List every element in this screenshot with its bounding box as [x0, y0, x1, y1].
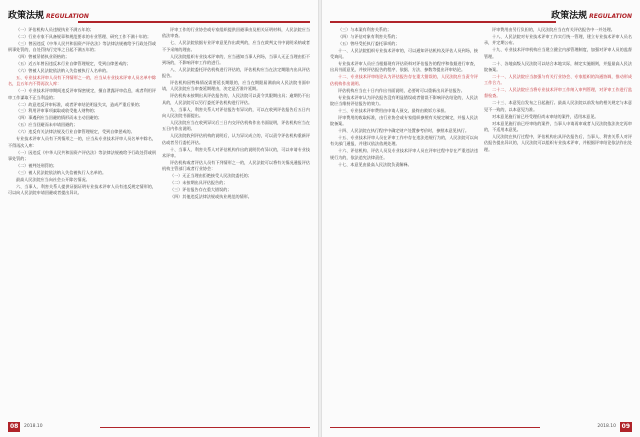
paragraph: 十八、人民法院对专业技术评审工作实行统一管理，建立专业技术评审人员名录，并定期公布。 [484, 33, 632, 46]
paragraph: 九、当事人、利害关系人对评估报告有异议的，可以在收到评估报告后五日内向人民法院书面提出。 [162, 106, 310, 119]
paragraph: （二）故意违反评审标准，或者评审结论明显失实，造成严重后果的； [16, 101, 143, 107]
paragraph: 二十三、本意见自发布之日起施行。最高人民法院以前发布的相关规定与本意见不一致的，以本意见为准。 [484, 100, 632, 112]
paragraph: 最高人民法院应当向社会公开除名情况。 [16, 176, 90, 182]
left-column-2 [162, 27, 310, 417]
paragraph: （五）曾经受托执行委托事项的； [338, 40, 400, 46]
paragraph: 评估机构应当在十日内作出书面说明，必要时可以重新出具评估报告。 [338, 87, 465, 93]
paragraph: 十九、专业技术评审机构应当建立健全内部管理制度，加强对评审人员的监督管理。 [484, 47, 632, 59]
paragraph: 评审费用由另行负担的，人民法院应当在有关评估报告中一并处理。 [492, 27, 615, 32]
paragraph: （四）曾被吊销执业资格的； [16, 54, 70, 60]
paragraph: 二十、各地高级人民法院可以结合本地实际，制定实施细则，并报最高人民法院备案。 [484, 60, 632, 72]
paragraph: 五、专业技术评审人员有下列情形之一的，应当从专业技术评审人员名单中除名，且五年内不得再次入库： [8, 74, 156, 87]
paragraph: （二）未按期出具评估报告的； [170, 180, 228, 186]
right-page [322, 0, 640, 437]
right-footer [322, 422, 640, 432]
paragraph: （三）评估报告存在重大错误的； [170, 186, 232, 192]
paragraph: （一）因违反《中华人民共和国资产评估法》等法律法规被给予行政处罚或刑事处罚的； [8, 149, 156, 161]
paragraph: 十五、专业技术评审人员在评审工作中存在违法违规行为的，人民法院可以向有关部门通报，并建议依法依规处理。 [330, 135, 478, 147]
paragraph: （六）违反有关法律法规及行业自律管理规定，受到自律惩戒的。 [16, 129, 135, 135]
paragraph: 评估机构或者评估人员有下列情形之一的，人民法院可以将有关情况通报评估机构主管部门或者行业协会： [162, 159, 310, 172]
paragraph: （三）利用评审事项索取或收受他人财物的； [16, 108, 98, 114]
page-number: 09 [621, 423, 630, 430]
section-title: 政策法规 [551, 11, 588, 21]
page-number: 08 [10, 423, 19, 430]
paragraph: （六）曾被人民法院依法纳入失信被执行人名单的。 [16, 68, 111, 74]
paragraph: 专业技术评审认为评估报告没有明显错误或者错误不影响评估结论的，人民法院应当维持评估报告的效力。 [330, 94, 478, 106]
paragraph: 十二、专业技术评审结论认为评估报告存在重大错误的，人民法院应当责令评估机构作出说明。 [330, 74, 478, 86]
paragraph: （一）无正当理由拒绝接受人民法院委托的； [170, 173, 252, 179]
paragraph: 人民法院应当在收到异议后三日内交评估机构作出书面说明，评估机构应当在五日内作出说明。 [162, 119, 310, 132]
paragraph: 评估机构因特殊情况需要延长期限的，应当在期限届满前向人民法院书面申请，人民法院应当审查延期理由，决定是否准许延期。 [162, 80, 310, 92]
left-column-1 [8, 27, 156, 417]
paragraph: 评审工作的行业协会或专家组织提供回避事由及相关证明材料，人民法院应当依法审查。 [162, 27, 310, 39]
left-columns [8, 27, 310, 417]
paragraph: 十三、专业技术评审费用由申请人预交，最终由败诉方承担。 [338, 107, 449, 113]
paragraph: 十七、本意见由最高人民法院负责解释。 [338, 161, 412, 167]
paragraph: （三）曾因违反《中华人民共和国资产评估法》等法律法规被给予行政处罚或刑事处罚的，自处罚执行完毕之日起不满五年的； [8, 40, 156, 53]
footer-rule [100, 427, 310, 428]
paragraph: 二十一、人民法院应当加强与有关行业协会、专家组织的沟通协调，推动形成工作合力。 [484, 73, 632, 86]
issue-info: 2018.10 [24, 424, 43, 429]
paragraph: 人民法院收到评估机构的说明后，认为异议成立的，可以责令评估机构重新评估或者另行委托评估。 [162, 133, 310, 145]
paragraph: 人民法院组织专业技术评审的，应当通知当事人到场，当事人无正当理由拒不到场的，不影响评审工作的进行。 [162, 53, 310, 65]
paragraph: 专业技术评审人员应当根据现有评估资料对评估报告的程序和依据进行审查，出具书面意见，并按评估报告的程序、依据、方法、参数等提出评审结论。 [330, 61, 478, 73]
section-logo [551, 8, 632, 21]
paragraph: （四）事遇到应当回避的情形而未主动回避的； [16, 115, 102, 121]
section-logo [8, 8, 89, 21]
paragraph: （三）被人民法院依法纳入失信被执行人名单的。 [16, 169, 107, 175]
paragraph: （五）应当回避而未申请回避的； [16, 122, 78, 128]
right-column-2 [484, 27, 632, 417]
header-rule [78, 21, 310, 23]
section-subtitle: REGULATION [589, 13, 632, 20]
section-title: 政策法规 [8, 11, 45, 21]
paragraph: 十一、人民法院组织专业技术评审的，可以通知评估机构及评估人员到场，接受询问。 [330, 47, 478, 60]
section-subtitle: REGULATION [46, 13, 89, 20]
left-footer [0, 422, 318, 432]
paragraph: （四）其他违反法律法规或执业规范的情形。 [170, 193, 252, 199]
footer-rule [330, 427, 540, 428]
paragraph: （二）行业专家不具备规章和规范要求的专业管理、研究工作不满十年的； [16, 33, 152, 39]
paragraph: （四）与评估对象有利害关系的； [338, 33, 400, 39]
paragraph: 人民法院在执行过程中，评估机构出具评估报告后，当事人、利害关系人对评估报告提出异议的，人民法院可以组织专业技术评审，并根据评审结论依法作出处理。 [484, 133, 632, 152]
paragraph: （一）评估机构人员违规执业不满五年的； [16, 27, 94, 32]
paragraph: （五）近五年曾因违反本行业自律管理规定，受到自律惩戒的； [16, 61, 131, 67]
right-column-1 [330, 27, 478, 417]
paragraph: （一）专业技术评审期间违反评审保密规定，擅自泄露评审信息，或者利用评审工作谋取不正当利益的； [8, 88, 156, 100]
header-rule [330, 21, 556, 23]
left-header [0, 6, 318, 22]
paragraph: 十六、评估机构、评估人员及专业技术评审人员在评审过程中存在严重违法违规行为的，依法追究法律责任。 [330, 148, 478, 160]
left-page [0, 0, 318, 437]
paragraph: 十、当事人、利害关系人对评估机构作出的说明仍有异议的，可以申请专业技术评审。 [162, 146, 310, 158]
paragraph: （三）与本案有利害关系的； [338, 27, 392, 32]
right-header [322, 6, 640, 22]
paragraph: 评审费用的收取标准，由行业协会或专家组织参照有关规定制定，并报人民法院备案。 [330, 114, 478, 127]
paragraph: 专业技术评审人员有下列情形之一的，应当从专业技术评审人员名单中除名，不得再次入库： [8, 136, 156, 148]
right-columns [330, 27, 632, 417]
paragraph: 七、人民法院依据专业评审意见作出裁判的，应当在裁判文书中说明采纳或者不予采纳的理由。 [162, 40, 310, 52]
paragraph: 二十二、人民法院应当将专业技术评审工作纳入审判管理，对评审工作进行监督检查。 [484, 87, 632, 99]
paragraph: 对本意见施行前已经受理但尚未审结的案件，适用本意见。 [492, 113, 599, 119]
paragraph: 六、当事人、利害关系人提供证据证明专业技术评审人员有违反规定情形的，可以向人民法院申请回避或者提出异议。 [8, 183, 156, 195]
paragraph: 十四、人民法院在执行程序中确定财产处置参考价时，参照本意见执行。 [338, 128, 469, 134]
paragraph: 八、人民法院委托评估机构进行评估的，评估机构应当在法定期限内出具评估报告。 [162, 66, 310, 79]
paragraph: 对本意见施行前已经审结的案件，当事人申请再审或者人民法院依法决定再审的，不适用本意见。 [484, 120, 632, 132]
paragraph: （二）被判处刑罚的； [16, 162, 57, 168]
paragraph: 评估机构未按期出具评估报告的，人民法院可以责令其限期出具；逾期仍不出具的，人民法院可以另行委托评估机构进行评估。 [162, 93, 310, 105]
issue-info: 2018.10 [597, 424, 616, 429]
